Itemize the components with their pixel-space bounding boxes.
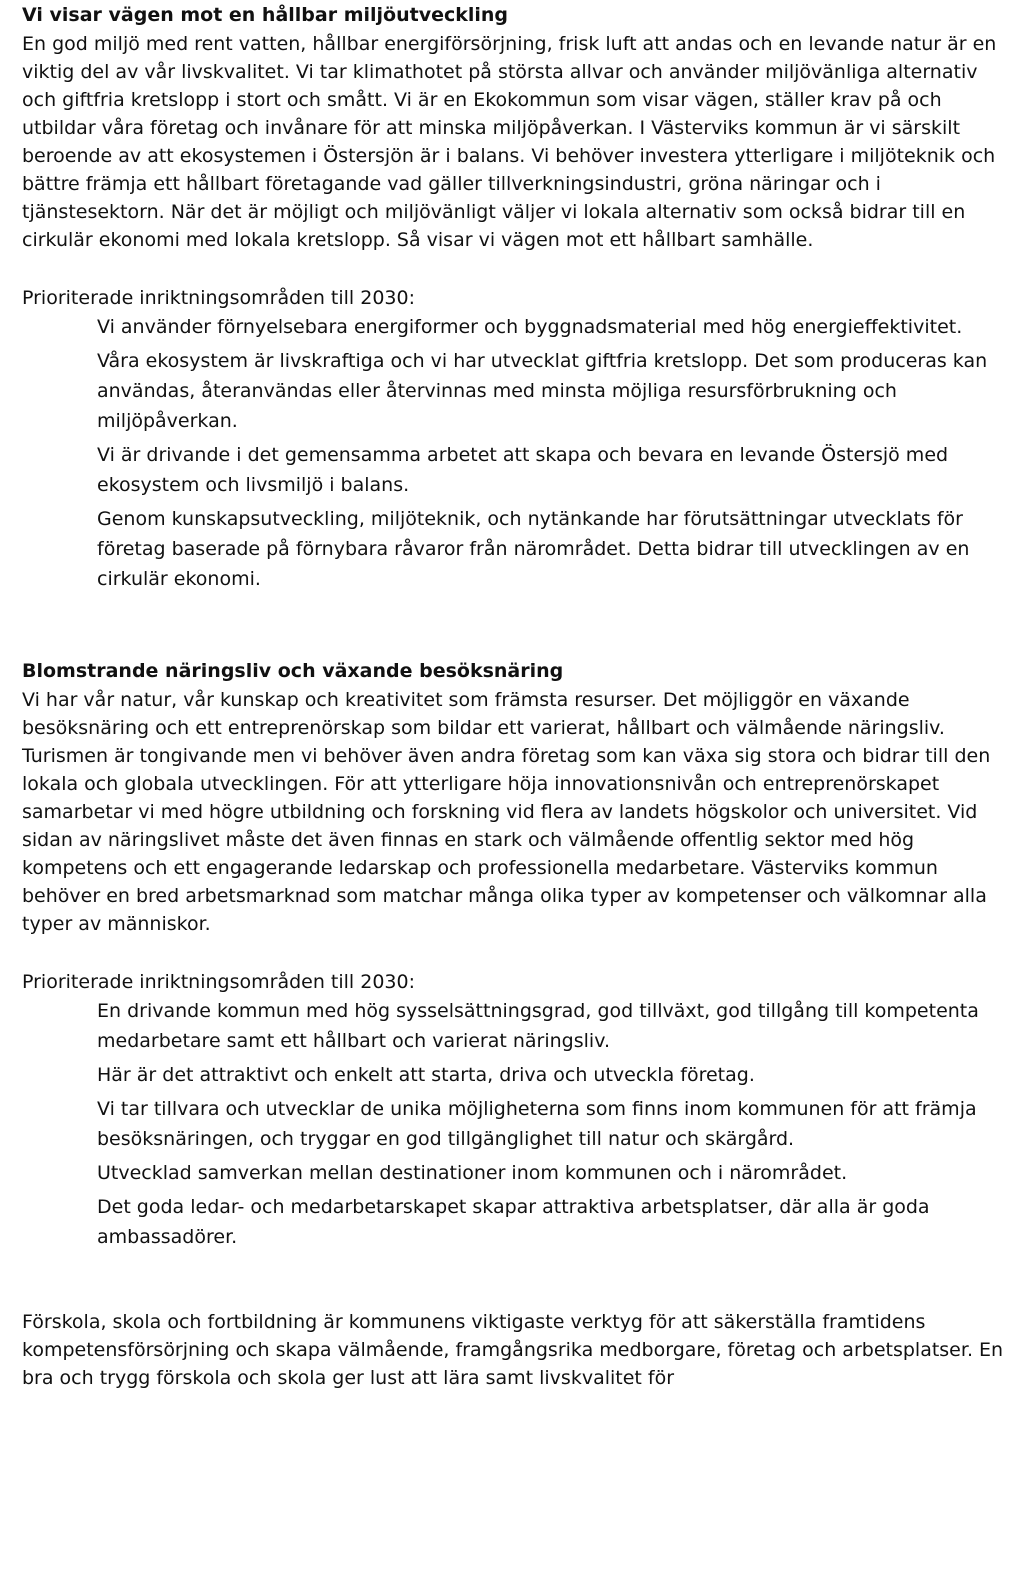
priority-item: Våra ekosystem är livskraftiga och vi har utvecklat giftfria kretslopp. Det som produceras kan användas, återanvändas eller återvinnas med minsta möjliga resursförbrukning och miljöpåverkan. (97, 350, 988, 432)
closing-paragraph: Förskola, skola och fortbildning är kommunens viktigaste verktyg för att säkerställa framtidens kompetensförsörjning och skapa välmående, framgångsrika medborgare, företag och arbetsplatser. En bra och trygg förskola och skola ger lust att lära samt livskvalitet för (22, 1311, 1004, 1389)
priority-item: Utvecklad samverkan mellan destinationer inom kommunen och i närområdet. (97, 1162, 848, 1184)
section-education (22, 1308, 1012, 1392)
priority-item: Vi använder förnyelsebara energiformer och byggnadsmaterial med hög energieffektivitet. (97, 316, 963, 338)
priority-item: Vi tar tillvara och utvecklar de unika möjligheterna som finns inom kommunen för att främja besöksnäringen, och tryggar en god tillgänglighet till natur och skärgård. (97, 1098, 977, 1150)
priority-item: Det goda ledar- och medarbetarskapet skapar attraktiva arbetsplatser, där alla är goda ambassadörer. (97, 1196, 930, 1248)
section-body: En god miljö med rent vatten, hållbar energiförsörjning, frisk luft att andas och en levande natur är en viktig del av vår livskvalitet. Vi tar klimathotet på största allvar och använder miljövänliga alternativ och giftfria kretslopp i stort och smått. Vi är en Ekokommun som visar vägen, ställer krav på och utbildar våra företag och invånare för att minska miljöpåverkan. I Västerviks kommun är vi särskilt beroende av att ekosystemen i Östersjön är i balans. Vi behöver investera ytterligare i miljöteknik och bättre främja ett hållbart företagande vad gäller tillverkningsindustri, gröna näringar och i tjänstesektorn. När det är möjligt och miljövänligt väljer vi lokala alternativ som också bidrar till en cirkulär ekonomi med lokala kretslopp. Så visar vi vägen mot ett hållbart samhälle. (22, 33, 997, 251)
priorities-heading: Prioriterade inriktningsområden till 2030: (22, 971, 415, 993)
section-heading: Vi visar vägen mot en hållbar miljöutveckling (22, 4, 509, 26)
section-body: Vi har vår natur, vår kunskap och kreativitet som främsta resurser. Det möjliggör en växande besöksnäring och ett entreprenörskap som bildar ett varierat, hållbart och välmående näringsliv. Turismen är tongivande men vi behöver även andra företag som kan växa sig stora och bidrar till den lokala och globala utvecklingen. För att ytterligare höja innovationsnivån och entreprenörskapet samarbetar vi med högre utbildning och forskning vid flera av landets högskolor och universitet. Vid sidan av näringslivet måste det även finnas en stark och välmående offentlig sektor med hög kompetens och ett engagerande ledarskap och professionella medarbetare. Västerviks kommun behöver en bred arbetsmarknad som matchar många olika typer av kompetenser och välkomnar alla typer av människor. (22, 689, 991, 935)
priority-item: Här är det attraktivt och enkelt att starta, driva och utveckla företag. (97, 1064, 755, 1086)
priorities-list (22, 312, 1012, 594)
section-heading: Blomstrande näringsliv och växande besöksnäring (22, 660, 564, 682)
priority-item: Genom kunskapsutveckling, miljöteknik, och nytänkande har förutsättningar utvecklats för företag baserade på förnybara råvaror från närområdet. Detta bidrar till utvecklingen av en cirkulär ekonomi. (97, 508, 970, 590)
priorities-heading: Prioriterade inriktningsområden till 2030: (22, 287, 415, 309)
priority-item: En drivande kommun med hög sysselsättningsgrad, god tillväxt, god tillgång till kompetenta medarbetare samt ett hållbart och varierat näringsliv. (97, 1000, 979, 1052)
priority-item: Vi är drivande i det gemensamma arbetet att skapa och bevara en levande Östersjö med ekosystem och livsmiljö i balans. (97, 444, 949, 496)
priorities-list (22, 996, 1012, 1252)
section-environment (22, 0, 1012, 594)
section-business (22, 656, 1012, 1252)
